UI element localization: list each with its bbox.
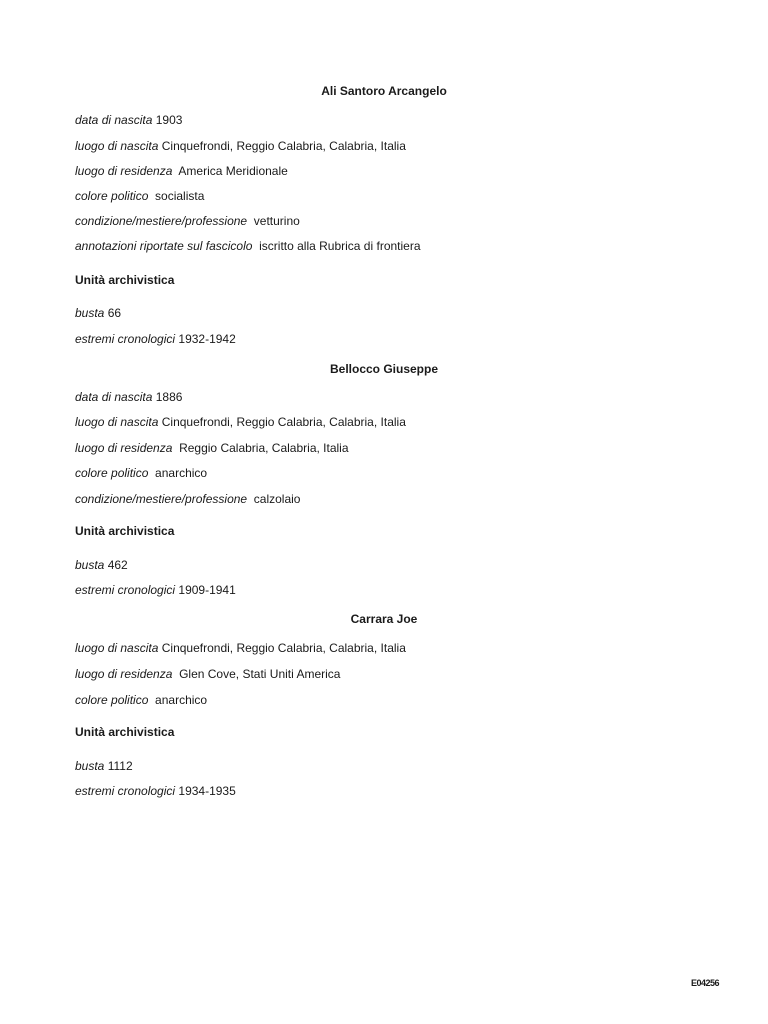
field-label: luogo di residenza xyxy=(75,164,173,178)
field-annotazioni xyxy=(75,239,421,253)
field-luogo-di-nascita xyxy=(75,415,406,429)
field-value: anarchico xyxy=(155,466,208,480)
record-name: Carrara Joe xyxy=(350,612,418,626)
field-value: 1932-1942 xyxy=(178,332,236,346)
field-label: busta xyxy=(75,306,105,320)
field-value: 1903 xyxy=(155,113,183,127)
field-busta xyxy=(75,306,121,320)
field-value: 1909-1941 xyxy=(178,583,236,597)
unit-heading: Unità archivistica xyxy=(75,524,175,538)
field-condizione xyxy=(75,492,300,506)
field-label: colore politico xyxy=(75,466,149,480)
field-value: calzolaio xyxy=(253,492,301,506)
record-name: Bellocco Giuseppe xyxy=(329,362,439,376)
field-luogo-di-residenza xyxy=(75,667,340,681)
field-label: estremi cronologici xyxy=(75,332,176,346)
field-data-di-nascita xyxy=(75,390,182,404)
field-label: condizione/mestiere/professione xyxy=(75,492,248,506)
unit-heading: Unità archivistica xyxy=(75,725,175,739)
field-data-di-nascita xyxy=(75,113,182,127)
field-value: Cinquefrondi, Reggio Calabria, Calabria, Italia xyxy=(161,415,406,429)
field-label: condizione/mestiere/professione xyxy=(75,214,248,228)
field-condizione xyxy=(75,214,300,228)
field-label: busta xyxy=(75,759,105,773)
field-label: luogo di nascita xyxy=(75,139,159,153)
field-colore-politico xyxy=(75,466,207,480)
field-estremi-cronologici xyxy=(75,583,236,597)
unit-heading: Unità archivistica xyxy=(75,273,175,287)
record-name: Ali Santoro Arcangelo xyxy=(321,84,447,98)
field-value: 66 xyxy=(107,306,122,320)
field-label: luogo di nascita xyxy=(75,415,159,429)
field-label: colore politico xyxy=(75,693,149,707)
page-number: E04256 xyxy=(691,978,720,988)
field-label: estremi cronologici xyxy=(75,784,176,798)
field-label: estremi cronologici xyxy=(75,583,176,597)
field-value: anarchico xyxy=(155,693,208,707)
field-luogo-di-nascita xyxy=(75,641,406,655)
field-estremi-cronologici xyxy=(75,332,236,346)
field-value: socialista xyxy=(155,189,205,203)
field-value: Glen Cove, Stati Uniti America xyxy=(179,667,341,681)
field-value: vetturino xyxy=(253,214,300,228)
field-label: luogo di nascita xyxy=(75,641,159,655)
field-estremi-cronologici xyxy=(75,784,236,798)
field-value: 462 xyxy=(107,558,128,572)
field-luogo-di-nascita xyxy=(75,139,406,153)
field-label: luogo di residenza xyxy=(75,667,173,681)
field-label: annotazioni riportate sul fascicolo xyxy=(75,239,253,253)
field-value: Cinquefrondi, Reggio Calabria, Calabria, Italia xyxy=(161,641,406,655)
field-label: data di nascita xyxy=(75,113,153,127)
field-value: iscritto alla Rubrica di frontiera xyxy=(259,239,421,253)
field-value: America Meridionale xyxy=(178,164,288,178)
field-colore-politico xyxy=(75,189,204,203)
field-value: 1886 xyxy=(155,390,183,404)
field-label: luogo di residenza xyxy=(75,441,173,455)
field-label: colore politico xyxy=(75,189,149,203)
field-value: Reggio Calabria, Calabria, Italia xyxy=(179,441,349,455)
field-luogo-di-residenza xyxy=(75,164,288,178)
field-label: busta xyxy=(75,558,105,572)
field-busta xyxy=(75,558,128,572)
field-busta xyxy=(75,759,133,773)
field-colore-politico xyxy=(75,693,207,707)
field-value: 1934-1935 xyxy=(178,784,236,798)
field-luogo-di-residenza xyxy=(75,441,349,455)
field-value: 1112 xyxy=(107,759,133,773)
field-value: Cinquefrondi, Reggio Calabria, Calabria, Italia xyxy=(161,139,406,153)
field-label: data di nascita xyxy=(75,390,153,404)
